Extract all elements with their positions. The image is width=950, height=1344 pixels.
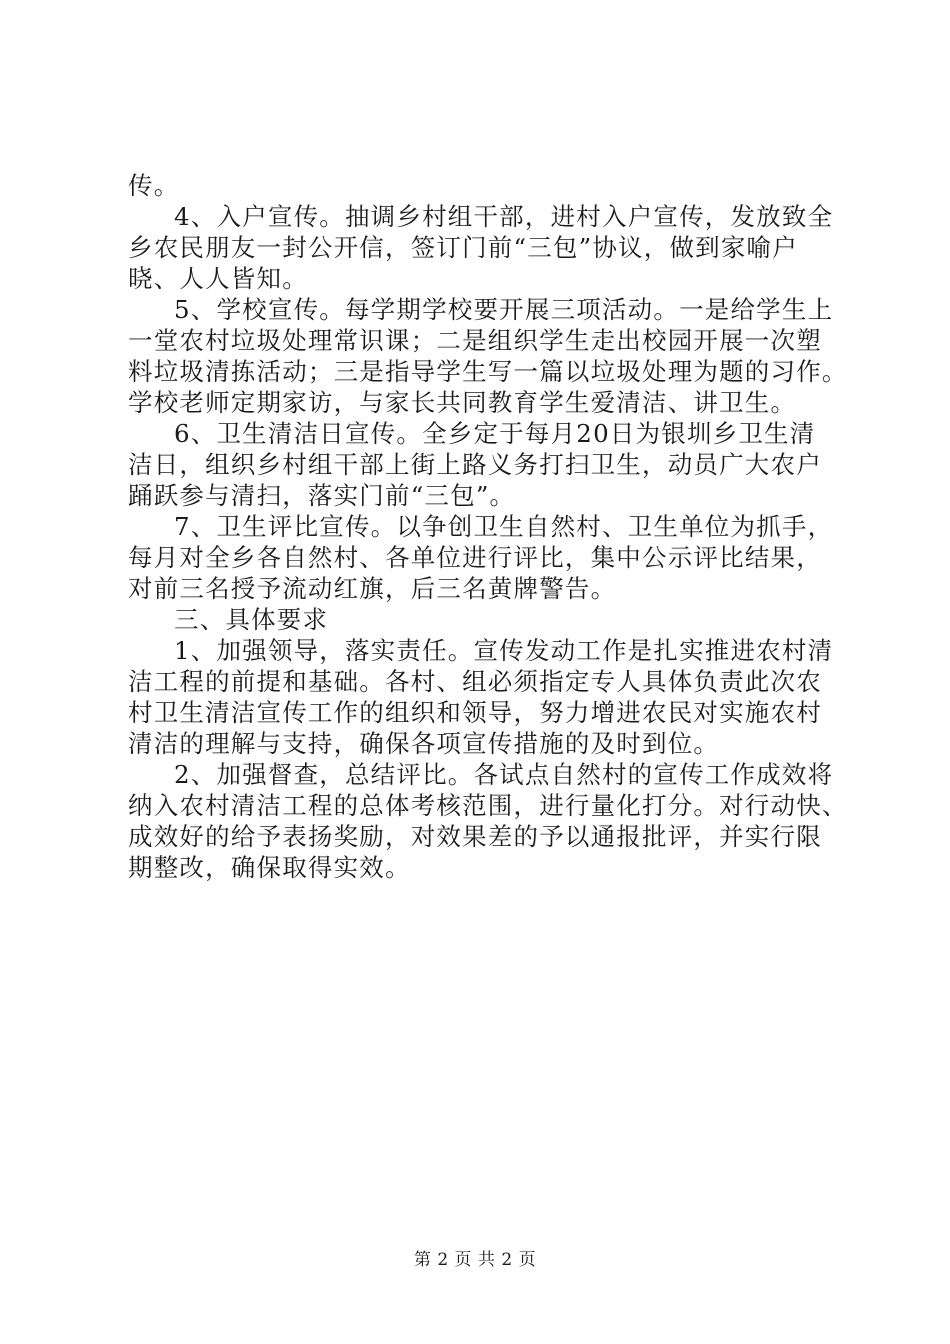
text-line: 洁日，组织乡村组干部上街上路义务打扫卫生，动员广大农户 <box>128 450 822 479</box>
document-body <box>128 170 848 883</box>
text-line: 清洁的理解与支持，确保各项宣传措施的及时到位。 <box>128 729 720 758</box>
text-line: 一堂农村垃圾处理常识课；二是组织学生走出校园开展一次塑 <box>128 326 822 355</box>
paragraph-first-line: 2、加强督查，总结评比。各试点自然村的宣传工作成效将 <box>174 760 834 789</box>
text-line: 传。 <box>128 171 180 200</box>
text-line: 学校老师定期家访，与家长共同教育学生爱清洁、讲卫生。 <box>128 388 797 417</box>
text-line: 乡农民朋友一封公开信，签订门前“三包”协议，做到家喻户 <box>128 233 798 262</box>
section-heading: 三、具体要求 <box>174 605 329 634</box>
text-line: 成效好的给予表扬奖励，对效果差的予以通报批评，并实行限 <box>128 822 822 851</box>
paragraph-first-line: 6、卫生清洁日宣传。全乡定于每月20日为银圳乡卫生清 <box>174 419 816 448</box>
text-line: 洁工程的前提和基础。各村、组必须指定专人具体负责此次农 <box>128 667 822 696</box>
paragraph-first-line: 7、卫生评比宣传。以争创卫生自然村、卫生单位为抓手， <box>174 512 834 541</box>
text-line: 每月对全乡各自然村、各单位进行评比，集中公示评比结果， <box>128 543 822 572</box>
paragraph-first-line: 1、加强领导，落实责任。宣传发动工作是扎实推进农村清 <box>174 636 834 665</box>
paragraph-first-line: 5、学校宣传。每学期学校要开展三项活动。一是给学生上 <box>174 295 834 324</box>
text-line: 料垃圾清拣活动；三是指导学生写一篇以垃圾处理为题的习作。 <box>128 357 848 386</box>
page-number-footer: 第 2 页 共 2 页 <box>413 1250 537 1270</box>
text-line: 对前三名授予流动红旗，后三名黄牌警告。 <box>128 574 617 603</box>
paragraph-first-line: 4、入户宣传。抽调乡村组干部，进村入户宣传，发放致全 <box>174 202 834 231</box>
text-line: 晓、人人皆知。 <box>128 264 308 293</box>
text-line: 期整改，确保取得实效。 <box>128 853 411 882</box>
text-line: 纳入农村清洁工程的总体考核范围，进行量化打分。对行动快、 <box>128 791 848 820</box>
text-line: 村卫生清洁宣传工作的组织和领导，努力增进农民对实施农村 <box>128 698 822 727</box>
text-line: 踊跃参与清扫，落实门前“三包”。 <box>128 481 516 510</box>
